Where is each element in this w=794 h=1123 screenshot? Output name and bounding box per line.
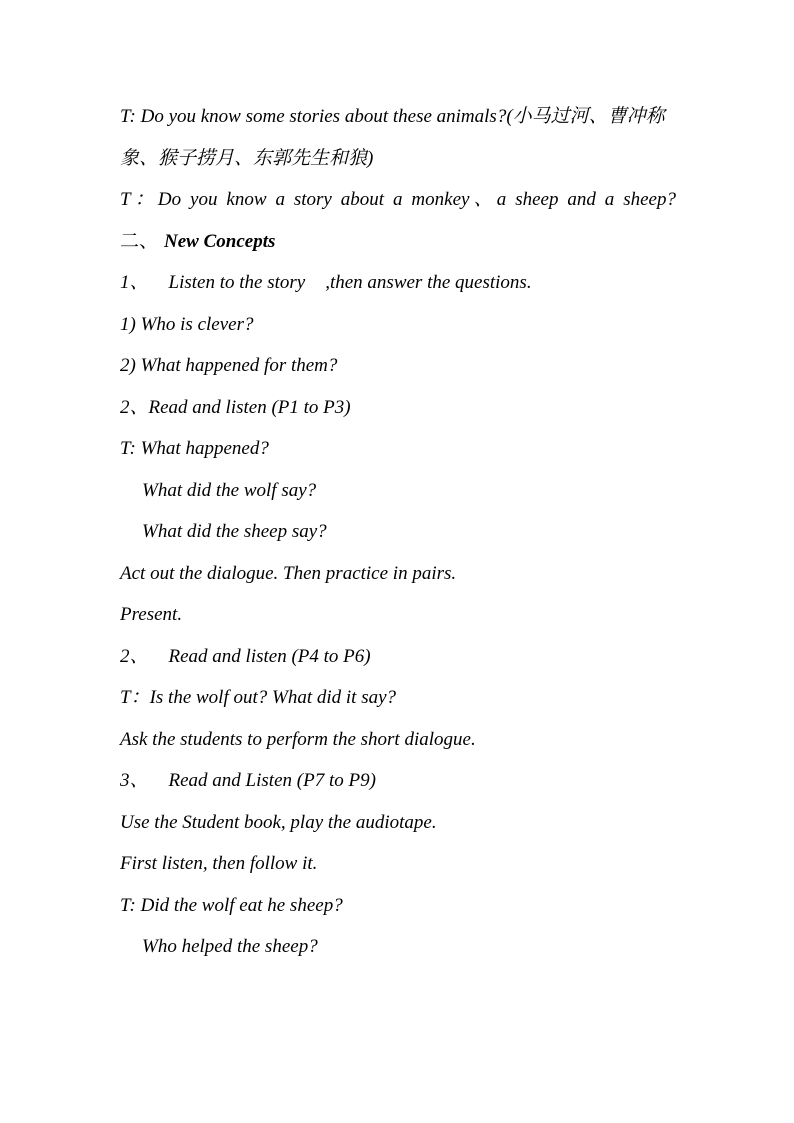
instruction-present: Present. [120,604,183,625]
question-who-helped: Who helped the sheep? [142,936,318,957]
step-number: 1、 [120,272,149,293]
instruction-student-book: Use the Student book, play the audiotape. [120,811,437,833]
instruction-act-out: Act out the dialogue. Then practice in pairs. [120,562,457,584]
section-title: New Concepts [164,230,276,252]
section-heading-new-concepts [120,221,676,263]
step-2-read-p1-p3: 2、Read and listen (P1 to P3) [120,396,351,418]
paragraph-stories-question: T: Do you know some stories about these animals?(小马过河、曹冲称象、猴子捞月、东郭先生和狼) [120,106,665,169]
question-sheep-say: What did the sheep say? [142,521,327,542]
question-what-happened: 2) What happened for them? [120,355,338,376]
step-2-read-p4-p6 [120,636,676,678]
instruction-perform: Ask the students to perform the short dialogue. [120,728,476,750]
paragraph-monkey-question: T：Do you know a story about a monkey、a sheep and a sheep? [120,189,676,210]
question-wolf-say: What did the wolf say? [142,479,317,501]
instruction-first-listen: First listen, then follow it. [120,853,318,874]
question-who-is-clever: 1) Who is clever? [120,313,254,335]
step-text: Listen to the story [168,272,306,293]
document-body [120,96,676,968]
step-text-continued: ,then answer the questions. [325,272,532,293]
section-number: 二、 [120,229,159,252]
teacher-wolf-eat: T: Did the wolf eat he sheep? [120,894,343,916]
step-number: 3、 [120,770,149,791]
teacher-wolf-out: T：Is the wolf out? What did it say? [120,687,397,708]
step-1-listen [120,262,676,304]
teacher-what-happened: T: What happened? [120,438,269,459]
step-3-read-p7-p9 [120,760,676,802]
step-text: Read and Listen (P7 to P9) [168,770,376,791]
step-number: 2、 [120,645,149,667]
step-text: Read and listen (P4 to P6) [168,645,371,667]
